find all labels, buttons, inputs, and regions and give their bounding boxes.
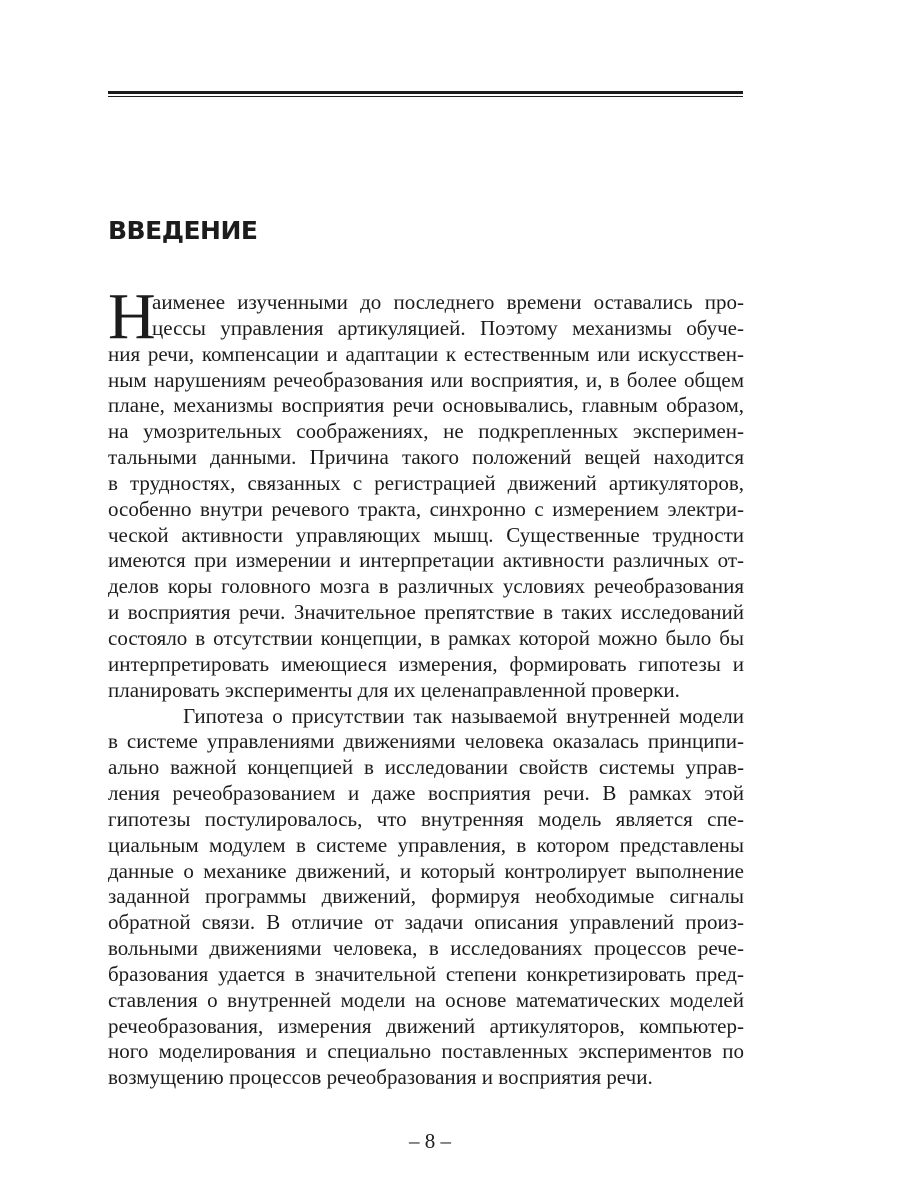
text-line: ческой активности управляющих мышц. Существенные трудности: [108, 522, 744, 547]
text-line: планировать эксперименты для их целенаправленной проверки.: [108, 677, 680, 702]
text-line: ставления о внутренней модели на основе математических моделей: [108, 987, 744, 1012]
text-line: имеются при измерении и интерпретации активности различных от-: [108, 548, 744, 573]
text-line: Гипотеза о присутствии так называемой внутренней модели: [183, 703, 744, 728]
text-line: аименее изученными до последнего времени оставались про-: [152, 290, 744, 314]
paragraph-1: [108, 280, 744, 704]
text-line: тальными данными. Причина такого положений вещей находится: [108, 445, 744, 470]
text-line: ным нарушениям речеобразования или восприятия, и, в более общем: [108, 367, 744, 392]
text-line: ного моделирования и специально поставленных экспериментов по: [108, 1039, 744, 1064]
text-line: интерпретировать имеющиеся измерения, формировать гипотезы и: [108, 651, 744, 676]
text-line: гипотезы постулировалось, что внутренняя модель является спе-: [108, 806, 744, 831]
text-line: в системе управлениями движениями человека оказалась принципи-: [108, 729, 744, 754]
text-line: обратной связи. В отличие от задачи описания управлений произ-: [108, 910, 744, 935]
text-line: особенно внутри речевого тракта, синхронно с измерением электри-: [108, 496, 744, 521]
header-rule-thin: [108, 96, 743, 97]
text-line: ления речеобразованием и даже восприятия речи. В рамках этой: [108, 781, 744, 806]
text-line: данные о механике движений, и который контролирует выполнение: [108, 858, 744, 883]
text-line: речеобразования, измерения движений артикуляторов, компьютер-: [108, 1013, 744, 1038]
text-line: циальным модулем в системе управления, в котором представлены: [108, 832, 744, 857]
body-text: [108, 280, 744, 1091]
paragraph-2: [108, 704, 744, 1092]
chapter-heading: ВВЕДЕНИЕ: [108, 216, 258, 245]
text-line: на умозрительных соображениях, не подкрепленных эксперимен-: [108, 419, 744, 444]
text-line: в трудностях, связанных с регистрацией движений артикуляторов,: [108, 470, 744, 495]
text-line: ально важной концепцией в исследовании свойств системы управ-: [108, 755, 744, 780]
text-line: бразования удается в значительной степени конкретизировать пред-: [108, 961, 744, 986]
text-line: и восприятия речи. Значительное препятствие в таких исследований: [108, 600, 744, 625]
drop-cap: Н: [108, 280, 156, 353]
page-number: – 8 –: [409, 1129, 451, 1153]
text-line: плане, механизмы восприятия речи основывались, главным образом,: [108, 393, 744, 418]
text-line: заданной программы движений, формируя необходимые сигналы: [108, 884, 744, 909]
text-line: цессы управления артикуляцией. Поэтому механизмы обуче-: [152, 315, 744, 340]
text-line: ния речи, компенсации и адаптации к естественным или искусствен-: [108, 341, 744, 366]
text-line: делов коры головного мозга в различных условиях речеобразования: [108, 574, 744, 599]
text-line: возмущению процессов речеобразования и восприятия речи.: [108, 1065, 653, 1090]
text-line: состояло в отсутствии концепции, в рамках которой можно было бы: [108, 625, 744, 650]
text-line: вольными движениями человека, в исследованиях процессов рече-: [108, 936, 744, 961]
header-rule-thick: [108, 91, 743, 94]
